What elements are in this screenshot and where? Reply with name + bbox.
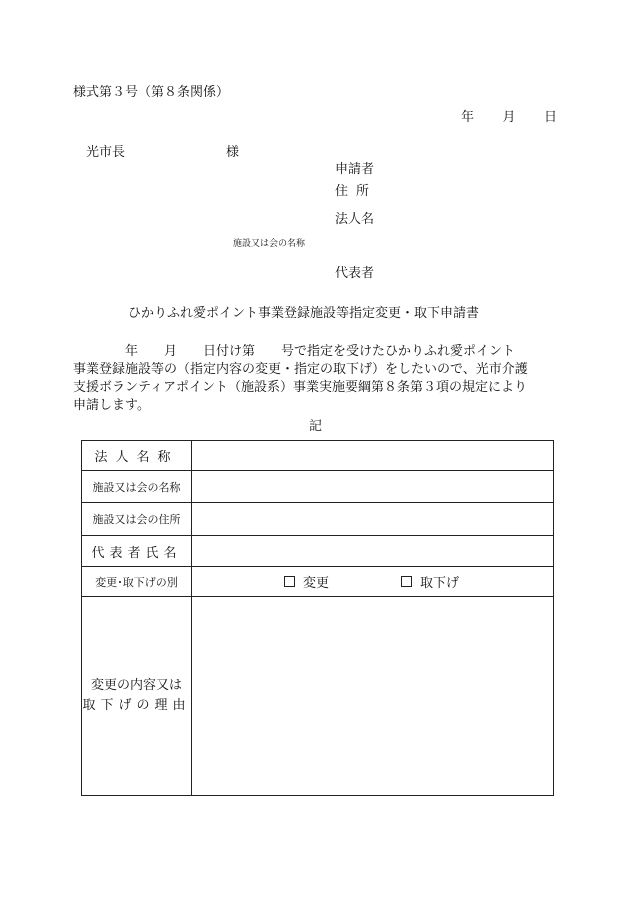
type-label: 変更･取下げの別 xyxy=(82,567,192,596)
rep-name-value[interactable] xyxy=(192,536,553,566)
body-paragraph: 年 月 日付け第 号で指定を受けたひかりふれ愛ポイント 事業登録施設等の（指定内容の変更・指定の取下げ）をしたいので、光市介護 支援ボランティアポイント（施設系）事業実施要綱第８条第３項の規定により 申請します。 xyxy=(73,344,528,413)
reason-label-line2: 取下げの理由 xyxy=(82,698,191,713)
date-line xyxy=(461,111,557,124)
table-row-corp-name xyxy=(82,441,553,471)
table-row-facility-name xyxy=(82,471,553,503)
form-number: 様式第３号（第８条関係） xyxy=(73,85,230,100)
rep-name-label: 代表者氏名 xyxy=(82,536,192,566)
checkbox-icon[interactable] xyxy=(284,576,295,587)
applicant-heading: 申請者 xyxy=(335,162,375,177)
table-row-facility-address xyxy=(82,503,553,536)
reason-label-line1: 変更の内容又は xyxy=(90,678,182,693)
applicant-facility-label: 施設又は会の名称 xyxy=(233,239,306,249)
option-withdraw[interactable] xyxy=(401,567,459,596)
applicant-representative-label: 代表者 xyxy=(335,266,375,281)
reason-value[interactable] xyxy=(192,597,553,795)
document-title: ひかりふれ愛ポイント事業登録施設等指定変更・取下申請書 xyxy=(128,306,480,321)
date-year: 年 xyxy=(461,110,475,125)
addressee-suffix: 様 xyxy=(226,145,240,160)
table-row-reason xyxy=(82,597,553,795)
corp-name-label: 法人名称 xyxy=(82,441,192,470)
table-row-rep-name xyxy=(82,536,553,567)
type-value xyxy=(192,567,553,596)
checkbox-icon[interactable] xyxy=(401,576,412,587)
option-change-label: 変更 xyxy=(303,576,330,591)
facility-name-label: 施設又は会の名称 xyxy=(82,471,192,502)
corp-name-value[interactable] xyxy=(192,441,553,470)
facility-address-value[interactable] xyxy=(192,503,553,535)
table-row-type xyxy=(82,567,553,597)
ki-heading: 記 xyxy=(309,419,323,434)
date-month: 月 xyxy=(502,110,516,125)
addressee: 光市長 xyxy=(86,145,126,160)
option-change[interactable] xyxy=(284,567,329,596)
application-table xyxy=(81,440,554,796)
applicant-address-label: 住所 xyxy=(335,184,378,199)
date-day: 日 xyxy=(543,110,557,125)
facility-name-value[interactable] xyxy=(192,471,553,502)
facility-address-label: 施設又は会の住所 xyxy=(82,503,192,535)
option-withdraw-label: 取下げ xyxy=(420,576,460,591)
reason-label xyxy=(82,597,192,795)
applicant-corporation-label: 法人名 xyxy=(335,212,375,227)
